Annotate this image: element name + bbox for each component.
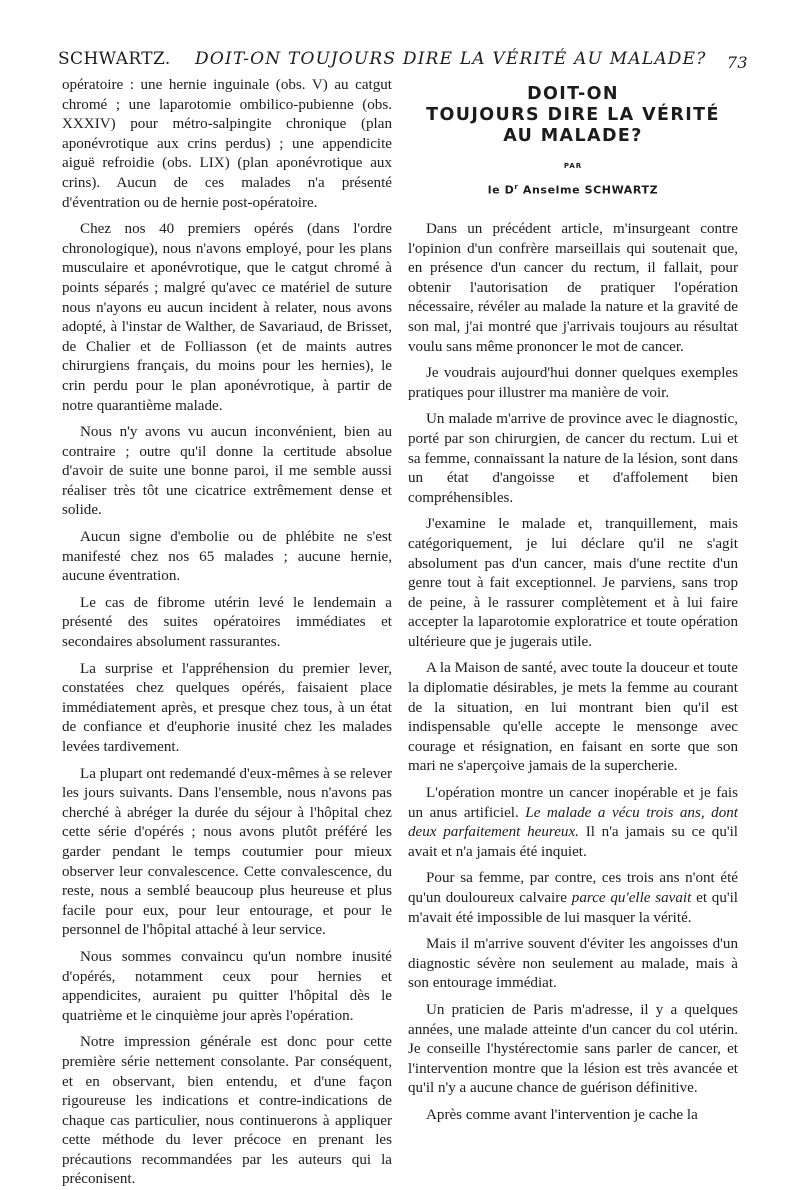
author-name: Anselme SCHWARTZ [522, 183, 659, 197]
article-title-line: DOIT-ON [527, 84, 619, 104]
p6-text-b: Il n'a jamais su ce qu'il avait et n'a jamais été inquiet. [408, 824, 738, 860]
right-paragraph [408, 784, 738, 869]
left-paragraph: Nous n'y avons vu aucun inconvénient, bien au contraire ; outre qu'il donne la certitude absolue d'avoir de suite une bonne paroi, il me semble aussi réaliser très tôt une cicatrice extrêmement dense et solide. [62, 424, 392, 519]
right-paragraph: J'examine le malade et, tranquillement, mais catégoriquement, je lui déclare qu'il ne s'agit absolument pas d'un cancer, mais d'une rectite d'un genre tout à fait exceptionnel. Je parviens, sans trop de peine, à le rassurer complètement et à lui faire accepter la laparotomie exploratrice et toute opération ultérieure que je jugerais utile. [408, 516, 738, 650]
right-paragraph: Dans un précédent article, m'insurgeant contre l'opinion d'un confrère marseillais qui soutenait que, en présence d'un cancer du rectum, il fallait, pour obtenir l'autorisation de pratiquer l'opération nécessaire, révéler au malade la nature et la gravité de son mal, j'ai montré que j'arrivais toujours au résultat voulu sans même prononcer le mot de cancer. [408, 221, 738, 355]
left-paragraph: Chez nos 40 premiers opérés (dans l'ordre chronologique), nous n'avons employé, pour les plans musculaire et aponévrotique, que le catgut chromé à points séparés ; malgré qu'avec ce matériel de suture nous n'ayons eu aucun incident à relater, nous avons adopté, à l'instar de Walther, de Savariaud, de Brisset, de Chalier et de Folliasson (et de maints autres chirurgiens français, du moins pour les hernies), le crin perdu pour le plan aponévrotique, à partir de notre quarantième malade. [62, 221, 392, 414]
article-title-line: TOUJOURS DIRE LA VÉRITÉ [426, 105, 720, 125]
left-paragraph: Le cas de fibrome utérin levé le lendemain a présenté des suites opératoires immédiates et secondaires absolument rassurantes. [62, 594, 392, 651]
left-paragraph: opératoire : une hernie inguinale (obs. V) au catgut chromé ; une laparotomie ombilico-pubienne (obs. XXXIV) pour métro-salpingite chronique (plan aponévrotique aux crins perdus) ; une appendicite aiguë refroidie (obs. LIX) (plan aponévrotique aux crins). Aucun de ces malades n'a présenté d'éventration ou de hernie post-opératoire. [62, 77, 392, 211]
right-paragraph: Mais il m'arrive souvent d'éviter les angoisses d'un diagnostic sévère non seulement au malade, mais à son entourage immédiat. [408, 936, 738, 992]
p7-text-b: et qu'il m'avait été impossible de lui masquer la vérité. [408, 890, 739, 926]
running-header [58, 47, 748, 75]
left-paragraph: La surprise et l'appréhension du premier lever, constatées chez quelques opérés, faisaient place immédiatement après, et presque chez tous, à un état de confiance et d'euphorie inusité chez les malades levées tardivement. [62, 660, 392, 755]
left-paragraph: La plupart ont redemandé d'eux-mêmes à se relever les jours suivants. Dans l'ensemble, nous n'avons pas cherché à abréger la durée du séjour à l'hôpital chez cette série d'opérés ; nous avons plutôt préféré les garder pendant le temps coutumier pour mieux observer leur convalescence. Cette convalescence, du reste, nous a semblé beaucoup plus heureuse et plus facile pour eux, pour leur entourage, et pour le personnel de l'hôpital attaché à leur service. [62, 765, 392, 939]
left-paragraph: Notre impression générale est donc pour cette première série nettement consolante. Par conséquent, et en observant, bien entendu, et d'une façon rigoureuse les indications et contre-indications de chaque cas particulier, nous continuerons à appliquer cette méthode du lever précoce en prenant les précautions recommandées par les auteurs qui la préconisent. [62, 1034, 392, 1188]
page-number: 73 [726, 53, 748, 72]
article-by: PAR [563, 162, 583, 170]
right-column [408, 220, 738, 1126]
left-paragraph: Aucun signe d'embolie ou de phlébite ne s'est manifesté chez nos 65 malades ; aucune hernie, aucune éventration. [62, 529, 392, 585]
right-paragraph: A la Maison de santé, avec toute la douceur et toute la diplomatie désirables, je mets la femme au courant de la situation, en lui montrant bien qu'il est indispensable qu'elle accepte le mensonge avec courage et résignation, en faisant en sorte que son mari ne s'aperçoive jamais de la supercherie. [408, 660, 738, 775]
article-title [408, 84, 738, 147]
right-paragraph [408, 869, 738, 935]
p6-text-a: L'opération montre un cancer inopérable et je fais un anus artificiel. [408, 785, 738, 821]
p6-italic: Le malade a vécu trois ans, dont deux parfaitement heureux. [408, 804, 738, 841]
header-title: DOIT-ON TOUJOURS DIRE LA VÉRITÉ AU MALADE? [195, 49, 707, 69]
right-paragraph: Un malade m'arrive de province avec le diagnostic, porté par son chirurgien, de cancer du rectum. Lui et sa femme, connaissant la nature de la lésion, sont dans un état d'angoisse et d'affolement bien compréhensibles. [408, 411, 738, 506]
left-paragraph: Nous sommes convaincu qu'un nombre inusité d'opérés, notamment ceux pour hernies et appendicites, auraient pu quitter l'hôpital dès le quatrième et le cinquième jour après l'opération. [62, 948, 392, 1024]
right-paragraph: Je voudrais aujourd'hui donner quelques exemples pratiques pour illustrer ma manière de voir. [408, 365, 738, 401]
header-author: SCHWARTZ. [58, 49, 171, 69]
left-column [62, 76, 392, 1190]
author-sup: r [514, 183, 519, 191]
p7-italic: parce qu'elle savait [571, 890, 692, 906]
p7-text-a: Pour sa femme, par contre, ces trois ans n'ont été qu'un douloureux calvaire [408, 870, 738, 906]
right-paragraph: Un praticien de Paris m'adresse, il y a quelques années, une malade atteinte d'un cancer du col utérin. Je conseille l'hystérectomie sans parler de cancer, et l'intervention montre que la lésion est très avancée et qu'il n'y a aucune chance de guérison définitive. [408, 1001, 738, 1097]
article-title-line: AU MALADE? [503, 126, 643, 146]
article-author [408, 183, 738, 197]
author-prefix: le D [487, 183, 515, 197]
right-paragraph: Après comme avant l'intervention je cache la [426, 1106, 698, 1123]
